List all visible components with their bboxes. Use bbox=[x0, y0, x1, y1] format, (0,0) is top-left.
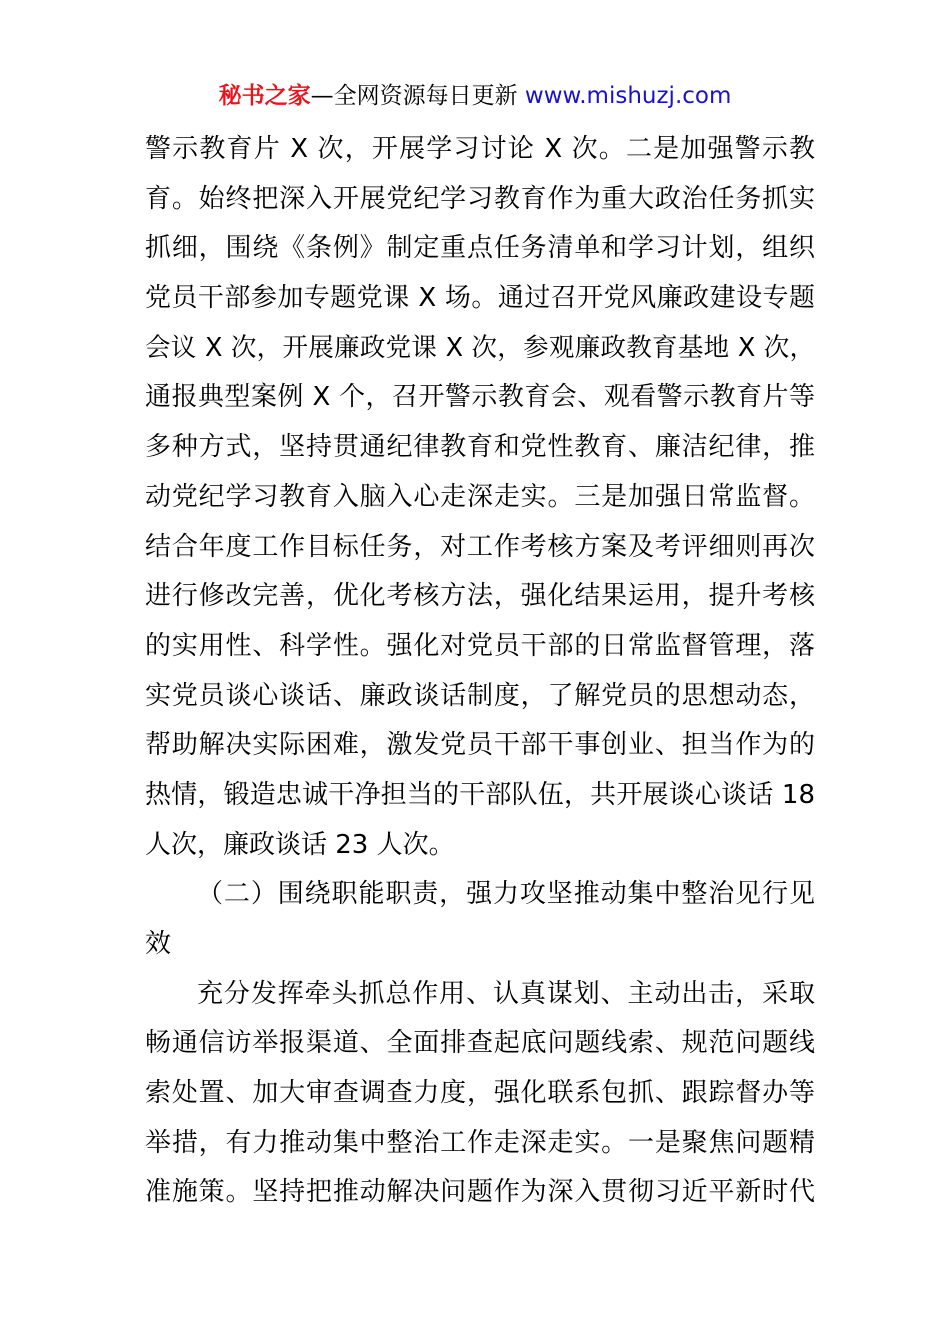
text-line: 动党纪学习教育入脑入心走深走实。三是加强日常监督。 bbox=[145, 481, 815, 512]
site-tagline: —全网资源每日更新 bbox=[310, 83, 525, 109]
text-line: 党员干部参加专题党课 X 场。通过召开党风廉政建设专题 bbox=[145, 283, 815, 314]
text-line: 抓细，围绕《条例》制定重点任务清单和学习计划，组织 bbox=[145, 233, 815, 264]
section-heading-line: （二）围绕职能职责，强力攻坚推动集中整治见行见 bbox=[197, 879, 815, 910]
text-line: 帮助解决实际困难，激发党员干部干事创业、担当作为的 bbox=[145, 730, 815, 761]
section-heading-line: 效 bbox=[145, 929, 172, 959]
text-line: 警示教育片 X 次，开展学习讨论 X 次。二是加强警示教 bbox=[145, 134, 815, 164]
text-line: 实党员谈心谈话、廉政谈话制度，了解党员的思想动态， bbox=[145, 680, 815, 711]
text-line: 人次，廉政谈话 23 人次。 bbox=[145, 829, 455, 860]
text-line: 畅通信访举报渠道、全面排查起底问题线索、规范问题线 bbox=[145, 1028, 815, 1059]
text-line: 举措，有力推动集中整治工作走深走实。一是聚焦问题精 bbox=[145, 1127, 815, 1158]
text-line: 多种方式，坚持贯通纪律教育和党性教育、廉洁纪律，推 bbox=[145, 432, 815, 463]
text-line: 索处置、加大审查调查力度，强化联系包抓、跟踪督办等 bbox=[145, 1078, 815, 1109]
text-line: 的实用性、科学性。强化对党员干部的日常监督管理，落 bbox=[145, 630, 815, 661]
text-line: 热情，锻造忠诚干净担当的干部队伍，共开展谈心谈话 18 bbox=[145, 779, 815, 810]
text-line: 会议 X 次，开展廉政党课 X 次，参观廉政教育基地 X 次， bbox=[145, 332, 815, 363]
text-line: 进行修改完善，优化考核方法，强化结果运用，提升考核 bbox=[145, 581, 815, 612]
site-url[interactable]: www.mishuzj.com bbox=[524, 83, 732, 109]
text-line: 准施策。坚持把推动解决问题作为深入贯彻习近平新时代 bbox=[145, 1177, 815, 1208]
document-body bbox=[145, 125, 815, 1218]
text-line: 充分发挥牵头抓总作用、认真谋划、主动出击，采取 bbox=[197, 978, 815, 1009]
text-line: 通报典型案例 X 个，召开警示教育会、观看警示教育片等 bbox=[145, 382, 815, 413]
text-line: 结合年度工作目标任务，对工作考核方案及考评细则再次 bbox=[145, 531, 815, 562]
site-header bbox=[0, 80, 950, 112]
text-line: 育。始终把深入开展党纪学习教育作为重大政治任务抓实 bbox=[145, 183, 815, 214]
site-brand: 秘书之家 bbox=[218, 83, 311, 109]
